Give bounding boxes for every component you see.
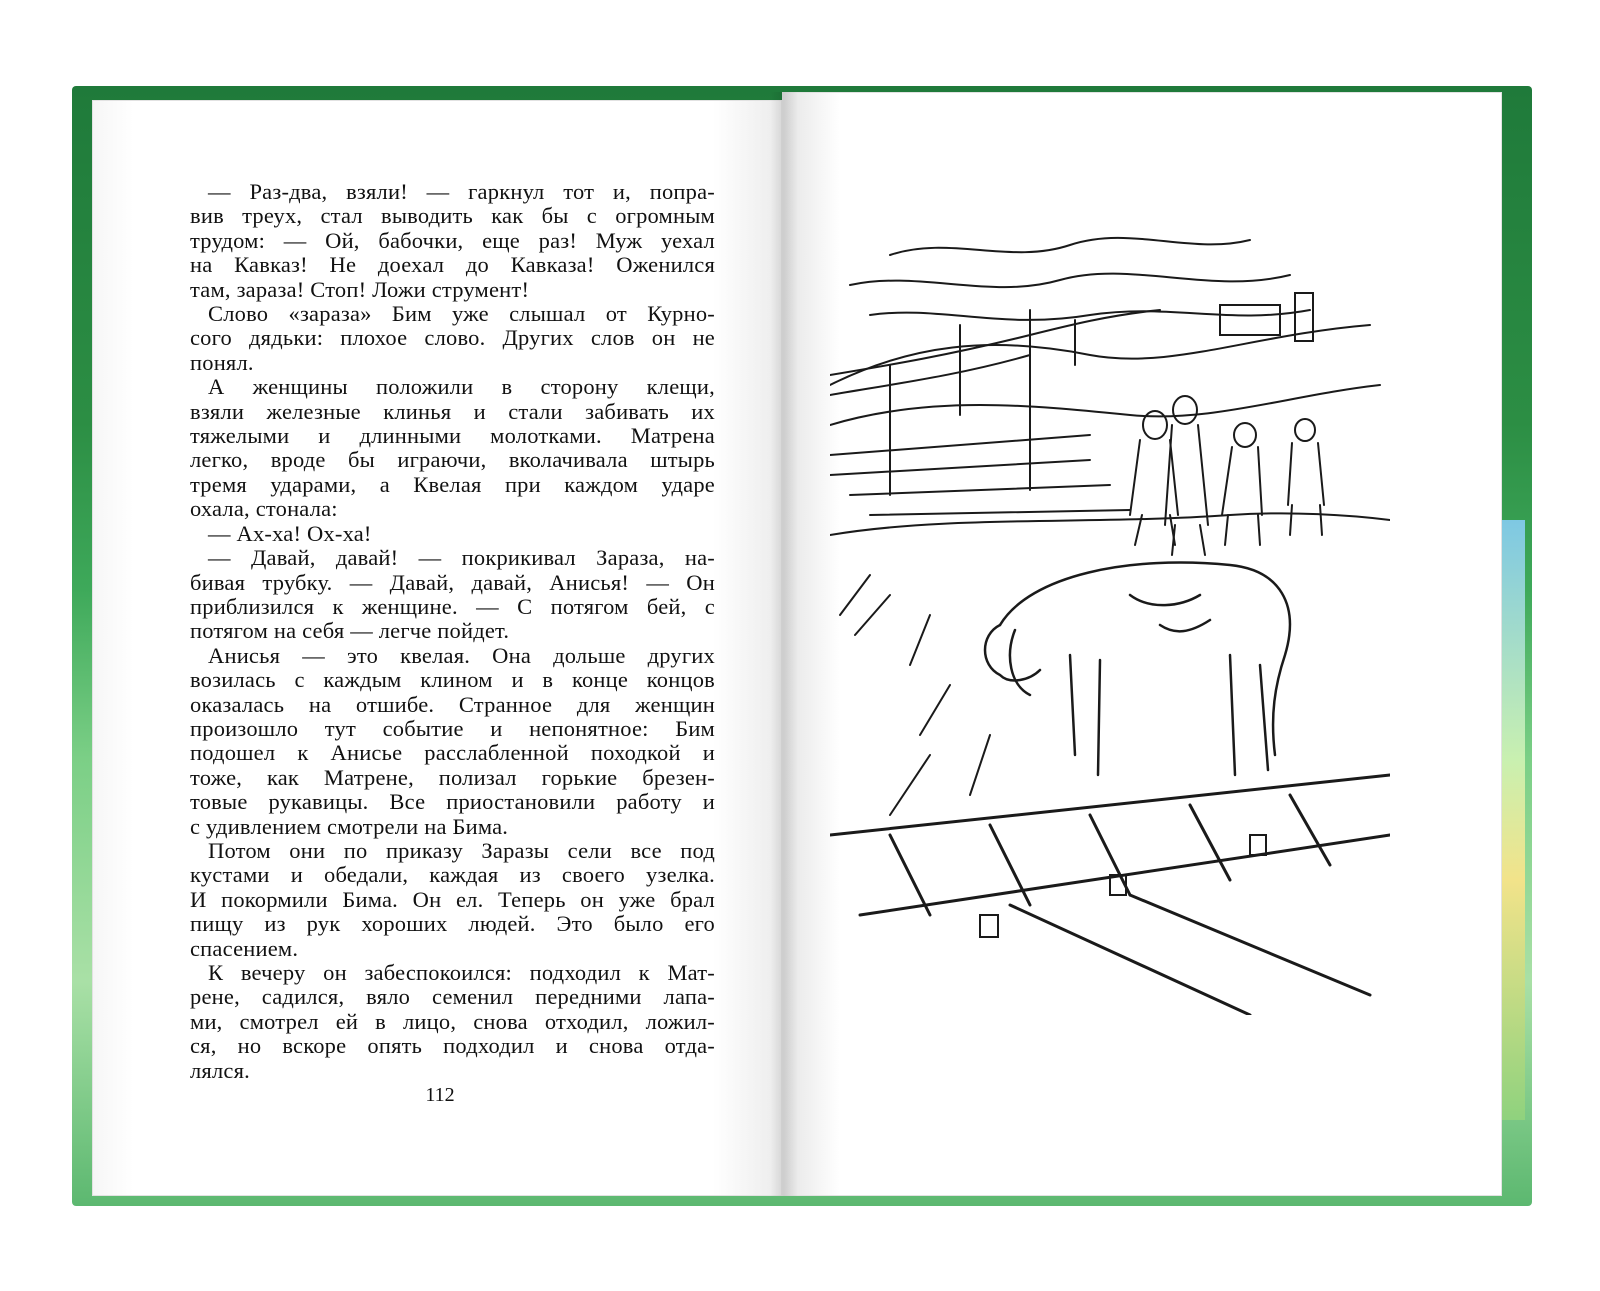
text-line: сого дядьки: плохое слово. Других слов он не: [190, 325, 715, 351]
sky-cloud-stroke: [850, 274, 1290, 288]
telegraph-wire: [830, 355, 1030, 395]
text-line: Потом они по приказу Заразы сели все под: [208, 837, 715, 863]
text-line: тоже, как Матрене, полизал горькие брезен-: [190, 764, 715, 790]
text-line: спасением.: [190, 935, 299, 961]
text-line: кустами и обедали, каждая из своего узелка.: [190, 862, 715, 888]
text-line: — Раз-два, взяли! — гаркнул тот и, попра-: [208, 179, 715, 204]
text-line: Анисья — это квелая. Она дольше других: [208, 642, 715, 668]
text-line: потягом на себя — легче пойдет.: [190, 618, 510, 644]
text-line: лялся.: [190, 1057, 250, 1083]
text-line: — Давай, давай! — покрикивал Зараза, на-: [208, 545, 715, 571]
text-line: возилась с каждым клином и в конце концов: [190, 667, 715, 693]
text-line: тремя ударами, а Квелая при каждом ударе: [190, 471, 715, 497]
text-line: — Ах-ха! Ох-ха!: [208, 520, 372, 546]
page-number: 112: [425, 1084, 455, 1106]
text-line: легко, вроде бы играючи, вколачивала штырь: [190, 447, 715, 473]
book-spine-shadow: [770, 92, 798, 1196]
text-line: приблизился к женщине. — С потягом бей, с: [190, 593, 715, 619]
workers-group: [1130, 396, 1324, 555]
left-page-text: [190, 180, 715, 1083]
text-line: произошло тут событие и непонятное: Бим: [190, 715, 715, 741]
dog-on-railway-illustration: [830, 215, 1390, 1015]
text-line: с удивлением смотрели на Бима.: [190, 813, 509, 839]
field-rows: [830, 435, 1130, 515]
text-line: товые рукавицы. Все приостановили работу и: [190, 789, 715, 815]
text-line: понял.: [190, 349, 254, 375]
dog: [985, 563, 1290, 776]
text-line: рене, садился, вяло семенил передними лапа-: [190, 984, 715, 1010]
text-line: Слово «зараза» Бим уже слышал от Курно-: [208, 301, 715, 327]
text-line: трудом: — Ой, бабочки, еще раз! Муж уехал: [190, 227, 715, 253]
text-line: К вечеру он забеспокоился: подходил к Мат-: [208, 960, 715, 985]
text-line: взяли железные клинья и стали забивать их: [190, 398, 715, 424]
text-line: ся, но вскоре опять подходил и снова отда-: [190, 1033, 715, 1059]
horizon-hill: [830, 325, 1370, 385]
text-line: И покормили Бима. Он ел. Теперь он уже брал: [190, 886, 715, 912]
sky-cloud-stroke: [870, 310, 1310, 320]
horizon-hill: [830, 385, 1380, 425]
text-line: охала, стонала:: [190, 496, 338, 522]
text-line: ми, смотрел ей в лицо, снова отходил, ложил-: [190, 1008, 715, 1034]
rail-spike: [980, 915, 998, 937]
distant-building: [1220, 305, 1280, 335]
sky-cloud-stroke: [890, 238, 1250, 255]
text-line: пищу из рук хороших людей. Это было его: [190, 911, 715, 937]
text-line: А женщины положили в сторону клещи,: [208, 374, 715, 400]
weeds: [840, 575, 990, 815]
rail-spike: [1250, 835, 1266, 855]
text-line: бивая трубку. — Давай, давай, Анисья! — Он: [190, 569, 715, 595]
text-line: тяжелыми и длинными молотками. Матрена: [190, 423, 715, 449]
text-line: там, зараза! Стоп! Ложи струмент!: [190, 276, 530, 302]
embankment: [830, 513, 1390, 535]
text-line: оказалась на отшибе. Странное для женщин: [190, 691, 715, 717]
text-line: вив треух, стал выводить как бы с огромным: [190, 203, 715, 229]
text-line: подошел к Анисье расслабленной походкой и: [190, 740, 715, 766]
text-line: на Кавказ! Не доехал до Кавказа! Оженился: [190, 252, 715, 278]
